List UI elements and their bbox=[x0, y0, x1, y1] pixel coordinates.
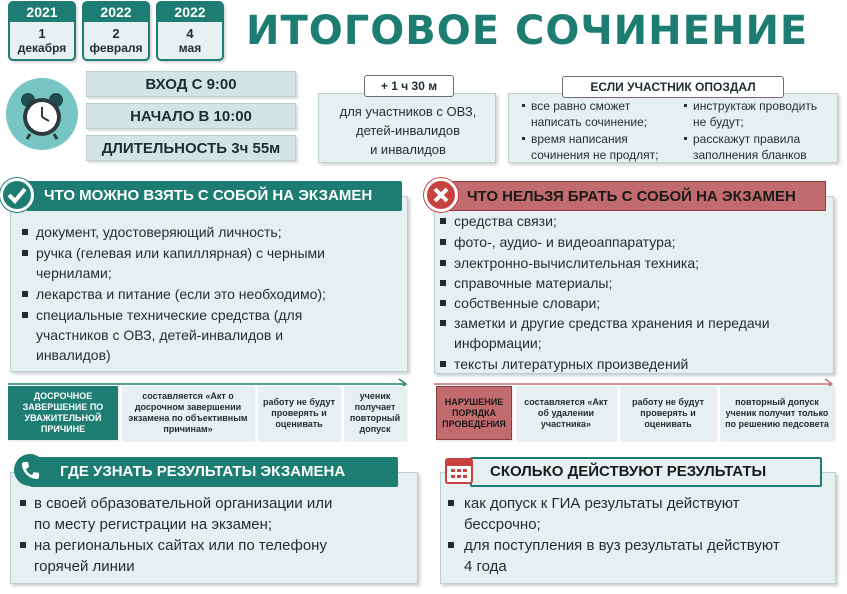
item-line: горячей линии bbox=[34, 558, 135, 575]
date-day: 2 bbox=[112, 26, 120, 41]
item-line: средства связи; bbox=[454, 213, 557, 229]
item-line: собственные словари; bbox=[454, 295, 601, 311]
results-where-item bbox=[20, 535, 327, 577]
violation-step: составляется «Акт об удалении участника» bbox=[516, 386, 616, 440]
item-line: справочные материалы; bbox=[454, 275, 613, 291]
allowed-item bbox=[22, 222, 282, 242]
item-line: тексты литературных произведений bbox=[454, 356, 689, 372]
forbidden-item bbox=[440, 293, 600, 313]
early-finish-step: составляется «Акт о досрочном завершении экзамена по объективным причинам» bbox=[122, 386, 254, 440]
allowed-item bbox=[22, 284, 326, 304]
late-label: ЕСЛИ УЧАСТНИК ОПОЗДАЛ bbox=[562, 76, 784, 98]
item-line: в своей образовательной организации или bbox=[34, 495, 333, 512]
violation-step: работу не будут проверять и оценивать bbox=[620, 386, 716, 440]
page-title: ИТОГОВОЕ СОЧИНЕНИЕ bbox=[246, 8, 809, 54]
early-finish-step: ученик получает повторный допуск bbox=[344, 386, 406, 440]
extra-time-line: и инвалидов bbox=[370, 142, 446, 157]
forbidden-item bbox=[440, 313, 770, 353]
late-item bbox=[522, 98, 647, 130]
item-line: ручка (гелевая или капиллярная) с черными bbox=[36, 245, 325, 261]
late-item bbox=[684, 98, 817, 130]
late-line: расскажут правила bbox=[693, 132, 801, 146]
late-line: все равно сможет bbox=[531, 99, 631, 113]
forbidden-item bbox=[440, 211, 557, 231]
results-where-item bbox=[20, 493, 332, 535]
duration: ДЛИТЕЛЬНОСТЬ 3ч 55м bbox=[86, 135, 296, 161]
date-year: 2021 bbox=[10, 3, 74, 22]
item-line: документ, удостоверяющий личность; bbox=[36, 224, 282, 240]
item-line: на региональных сайтах или по телефону bbox=[34, 537, 327, 554]
alarm-clock-icon bbox=[6, 78, 78, 150]
extra-time-label: + 1 ч 30 м bbox=[364, 75, 454, 97]
item-line: для поступления в вуз результаты действуют bbox=[464, 537, 780, 554]
date-year: 2022 bbox=[158, 3, 222, 22]
forbidden-heading: ЧТО НЕЛЬЗЯ БРАТЬ С СОБОЙ НА ЭКЗАМЕН bbox=[448, 181, 826, 211]
late-line: написать сочинение; bbox=[531, 115, 648, 129]
early-finish-step: работу не будут проверять и оценивать bbox=[258, 386, 340, 440]
date-year: 2022 bbox=[84, 3, 148, 22]
date-day: 1 bbox=[38, 26, 46, 41]
item-line: заметки и другие средства хранения и передачи bbox=[454, 315, 770, 331]
results-where-heading: ГДЕ УЗНАТЬ РЕЗУЛЬТАТЫ ЭКЗАМЕНА bbox=[30, 457, 398, 487]
allowed-heading: ЧТО МОЖНО ВЗЯТЬ С СОБОЙ НА ЭКЗАМЕН bbox=[26, 181, 402, 211]
date-card-2 bbox=[82, 1, 150, 61]
start-time: НАЧАЛО В 10:00 bbox=[86, 103, 296, 129]
item-line: 4 года bbox=[464, 558, 507, 575]
forbidden-item bbox=[440, 273, 612, 293]
results-valid-heading: СКОЛЬКО ДЕЙСТВУЮТ РЕЗУЛЬТАТЫ bbox=[470, 457, 822, 487]
forbidden-item bbox=[440, 354, 688, 374]
item-line: специальные технические средства (для bbox=[36, 307, 303, 323]
allowed-item bbox=[22, 243, 325, 283]
item-line: по месту регистрации на экзамен; bbox=[34, 516, 273, 533]
forbidden-item bbox=[440, 232, 676, 252]
results-valid-item bbox=[448, 535, 780, 577]
late-item bbox=[522, 131, 659, 163]
extra-time-line: детей-инвалидов bbox=[355, 123, 460, 138]
item-line: участников с ОВЗ, детей-инвалидов и bbox=[36, 327, 284, 343]
date-card-1 bbox=[8, 1, 76, 61]
violation-step: НАРУШЕНИЕ ПОРЯДКА ПРОВЕДЕНИЯ bbox=[436, 386, 512, 440]
check-icon bbox=[0, 178, 34, 212]
late-line: заполнения бланков bbox=[693, 148, 807, 162]
calendar-icon bbox=[444, 455, 474, 485]
early-finish-step: ДОСРОЧНОЕ ЗАВЕРШЕНИЕ ПО УВАЖИТЕЛЬНОЙ ПРИЧИНЕ bbox=[8, 386, 118, 440]
allowed-item bbox=[22, 305, 302, 365]
item-line: информации; bbox=[454, 335, 542, 351]
late-line: не будут; bbox=[693, 115, 744, 129]
item-line: лекарства и питание (если это необходимо); bbox=[36, 286, 326, 302]
item-line: электронно-вычислительная техника; bbox=[454, 255, 699, 271]
date-month: декабря bbox=[17, 41, 67, 55]
late-line: время написания bbox=[531, 132, 628, 146]
item-line: фото-, аудио- и видеоаппаратура; bbox=[454, 234, 676, 250]
late-line: инструктаж проводить bbox=[693, 99, 818, 113]
phone-icon bbox=[14, 454, 46, 486]
date-month: мая bbox=[178, 41, 202, 55]
late-line: сочинения не продлят; bbox=[531, 148, 659, 162]
item-line: бессрочно; bbox=[464, 516, 541, 533]
results-valid-item bbox=[448, 493, 740, 535]
item-line: как допуск к ГИА результаты действуют bbox=[464, 495, 740, 512]
item-line: инвалидов) bbox=[36, 347, 111, 363]
date-card-3 bbox=[156, 1, 224, 61]
forbidden-item bbox=[440, 253, 699, 273]
date-month: февраля bbox=[89, 41, 143, 55]
entry-time: ВХОД С 9:00 bbox=[86, 71, 296, 97]
late-item bbox=[684, 131, 807, 163]
date-day: 4 bbox=[186, 26, 194, 41]
extra-time-line: для участников с ОВЗ, bbox=[339, 104, 477, 119]
item-line: чернилами; bbox=[36, 265, 112, 281]
cross-icon bbox=[424, 178, 458, 212]
violation-step: повторный допуск ученик получит только по решению педсовета bbox=[720, 386, 834, 440]
extra-time-text bbox=[320, 102, 496, 159]
